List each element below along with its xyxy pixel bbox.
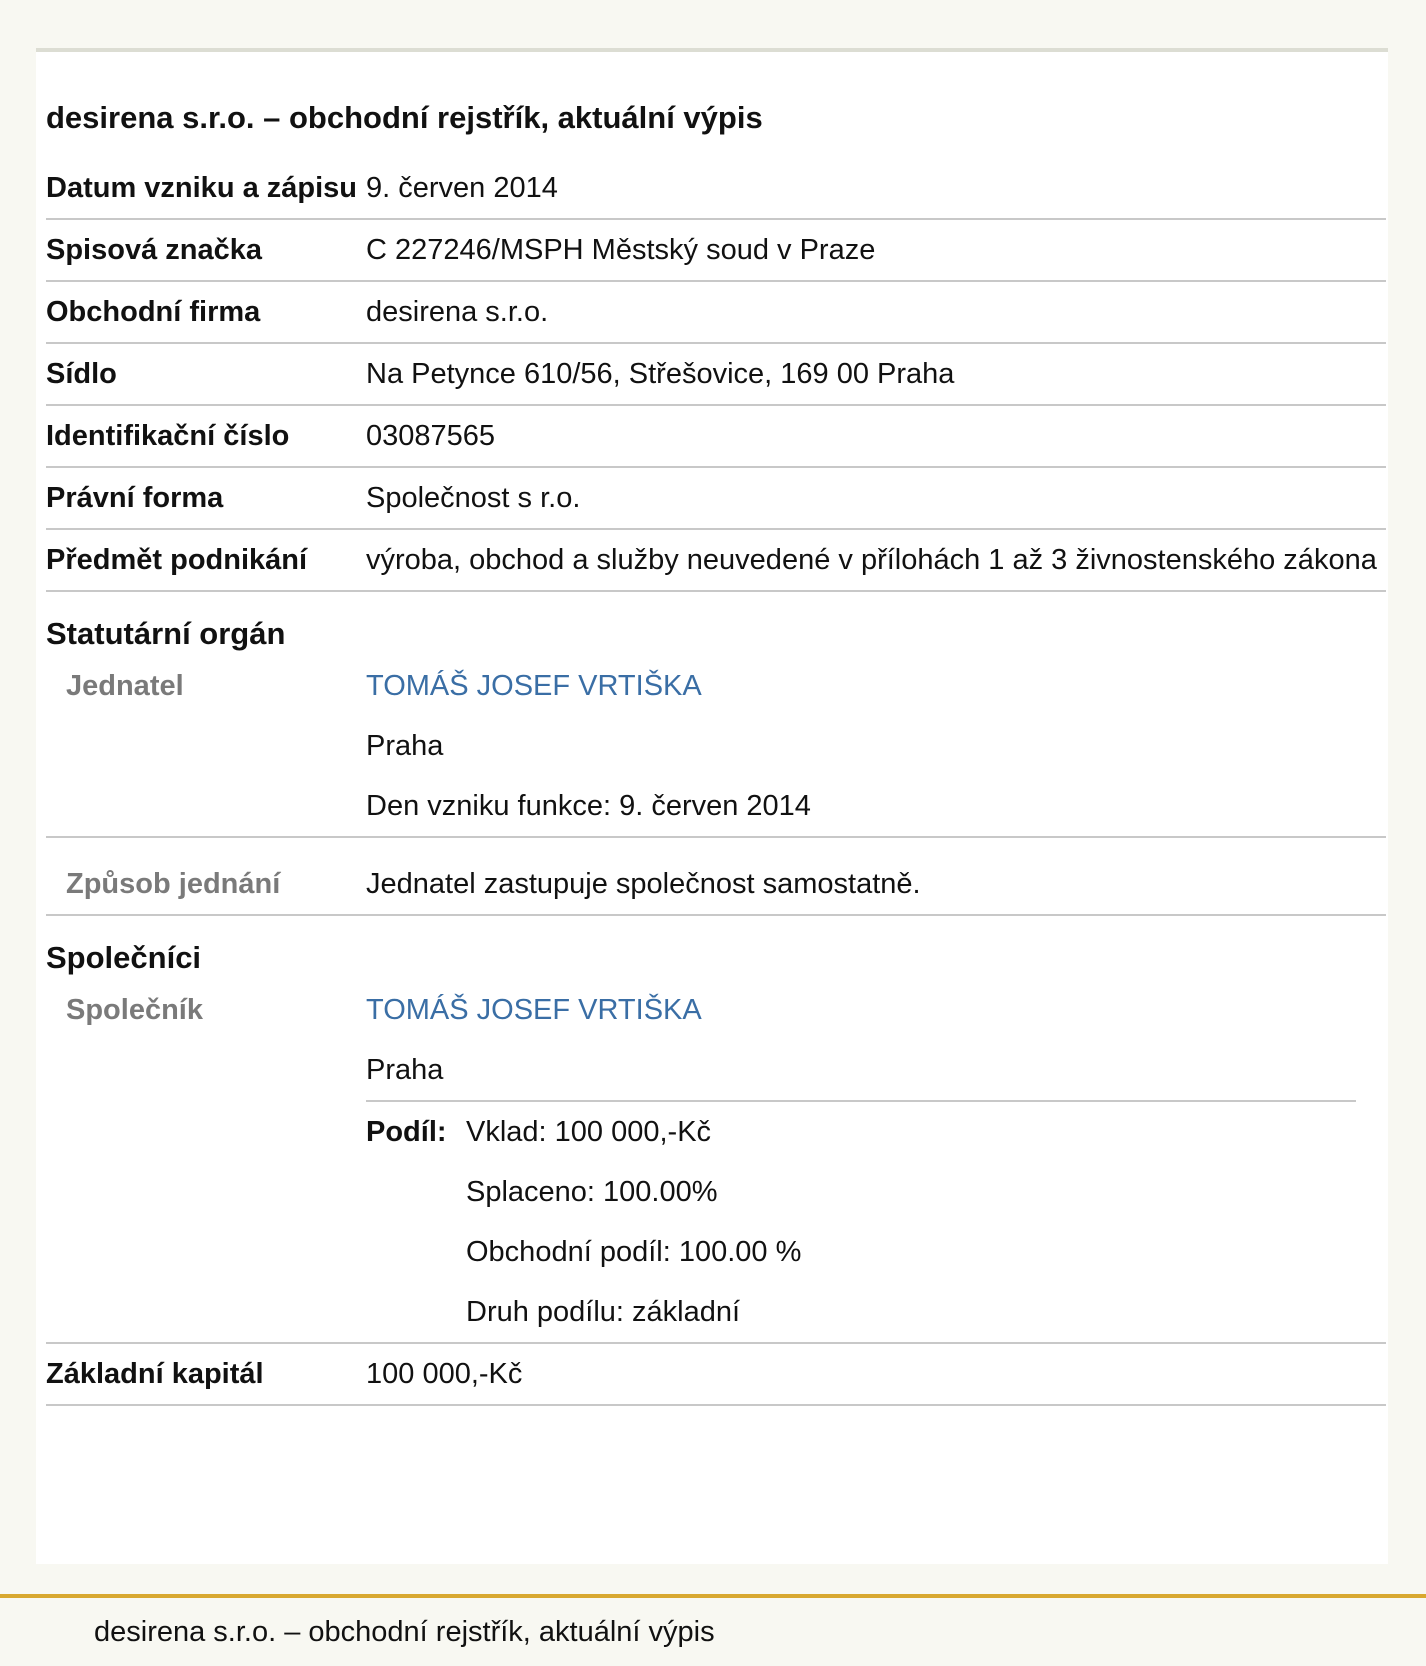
spolecnik-city: Praha bbox=[366, 1054, 444, 1086]
row-value: 03087565 bbox=[366, 420, 496, 452]
row-label: Předmět podnikání bbox=[46, 544, 308, 576]
section-heading-statutarni: Statutární orgán bbox=[46, 616, 286, 651]
page-title: desirena s.r.o. – obchodní rejstřík, aktuální výpis bbox=[46, 100, 763, 135]
footer-text: desirena s.r.o. – obchodní rejstřík, aktuální výpis bbox=[94, 1616, 715, 1648]
footer-divider bbox=[0, 1594, 1426, 1598]
share-values bbox=[466, 1102, 801, 1342]
row-value: 9. červen 2014 bbox=[366, 172, 558, 204]
content-card bbox=[36, 48, 1388, 1564]
row-zpusob-jednani bbox=[46, 838, 1386, 916]
row-identifikacni-cislo bbox=[46, 406, 1386, 468]
row-label: Jednatel bbox=[66, 670, 184, 702]
row-label: Spisová značka bbox=[46, 234, 262, 266]
row-value: Na Petynce 610/56, Střešovice, 169 00 Praha bbox=[366, 358, 955, 390]
register-table bbox=[46, 158, 1386, 1406]
row-zakladni-kapital bbox=[46, 1344, 1386, 1406]
row-label: Obchodní firma bbox=[46, 296, 261, 328]
row-label: Sídlo bbox=[46, 358, 117, 390]
row-value: desirena s.r.o. bbox=[366, 296, 549, 328]
row-label: Způsob jednání bbox=[66, 868, 281, 900]
row-label: Právní forma bbox=[46, 482, 224, 514]
share-item: Druh podílu: základní bbox=[466, 1296, 741, 1328]
row-datum-vzniku bbox=[46, 158, 1386, 220]
row-value: 100 000,-Kč bbox=[366, 1358, 523, 1390]
jednatel-details bbox=[366, 656, 1386, 836]
row-spisova-znacka bbox=[46, 220, 1386, 282]
share-label: Podíl: bbox=[366, 1116, 447, 1148]
row-sidlo bbox=[46, 344, 1386, 406]
share-item: Splaceno: 100.00% bbox=[466, 1176, 718, 1208]
row-label: Datum vzniku a zápisu bbox=[46, 172, 358, 204]
row-value: Společnost s r.o. bbox=[366, 482, 581, 514]
share-item: Vklad: 100 000,-Kč bbox=[466, 1116, 712, 1148]
row-label: Základní kapitál bbox=[46, 1358, 264, 1390]
row-obchodni-firma bbox=[46, 282, 1386, 344]
row-pravni-forma bbox=[46, 468, 1386, 530]
jednatel-since: Den vzniku funkce: 9. červen 2014 bbox=[366, 790, 811, 822]
row-value: C 227246/MSPH Městský soud v Praze bbox=[366, 234, 876, 266]
share-block bbox=[366, 1102, 1386, 1342]
jednatel-city: Praha bbox=[366, 730, 444, 762]
share-item: Obchodní podíl: 100.00 % bbox=[466, 1236, 802, 1268]
row-label: Společník bbox=[66, 994, 203, 1026]
section-heading-spolecnici: Společníci bbox=[46, 940, 202, 975]
row-spolecnik bbox=[46, 980, 1386, 1344]
jednatel-name-link[interactable]: TOMÁŠ JOSEF VRTIŠKA bbox=[366, 670, 702, 702]
row-label: Identifikační číslo bbox=[46, 420, 290, 452]
row-predmet-podnikani bbox=[46, 530, 1386, 592]
row-jednatel bbox=[46, 656, 1386, 838]
row-value: výroba, obchod a služby neuvedené v přílohách 1 až 3 živnostenského zákona bbox=[366, 544, 1377, 576]
spolecnik-name-link[interactable]: TOMÁŠ JOSEF VRTIŠKA bbox=[366, 994, 702, 1026]
spolecnik-details bbox=[366, 980, 1386, 1342]
row-value: Jednatel zastupuje společnost samostatně. bbox=[366, 868, 921, 900]
